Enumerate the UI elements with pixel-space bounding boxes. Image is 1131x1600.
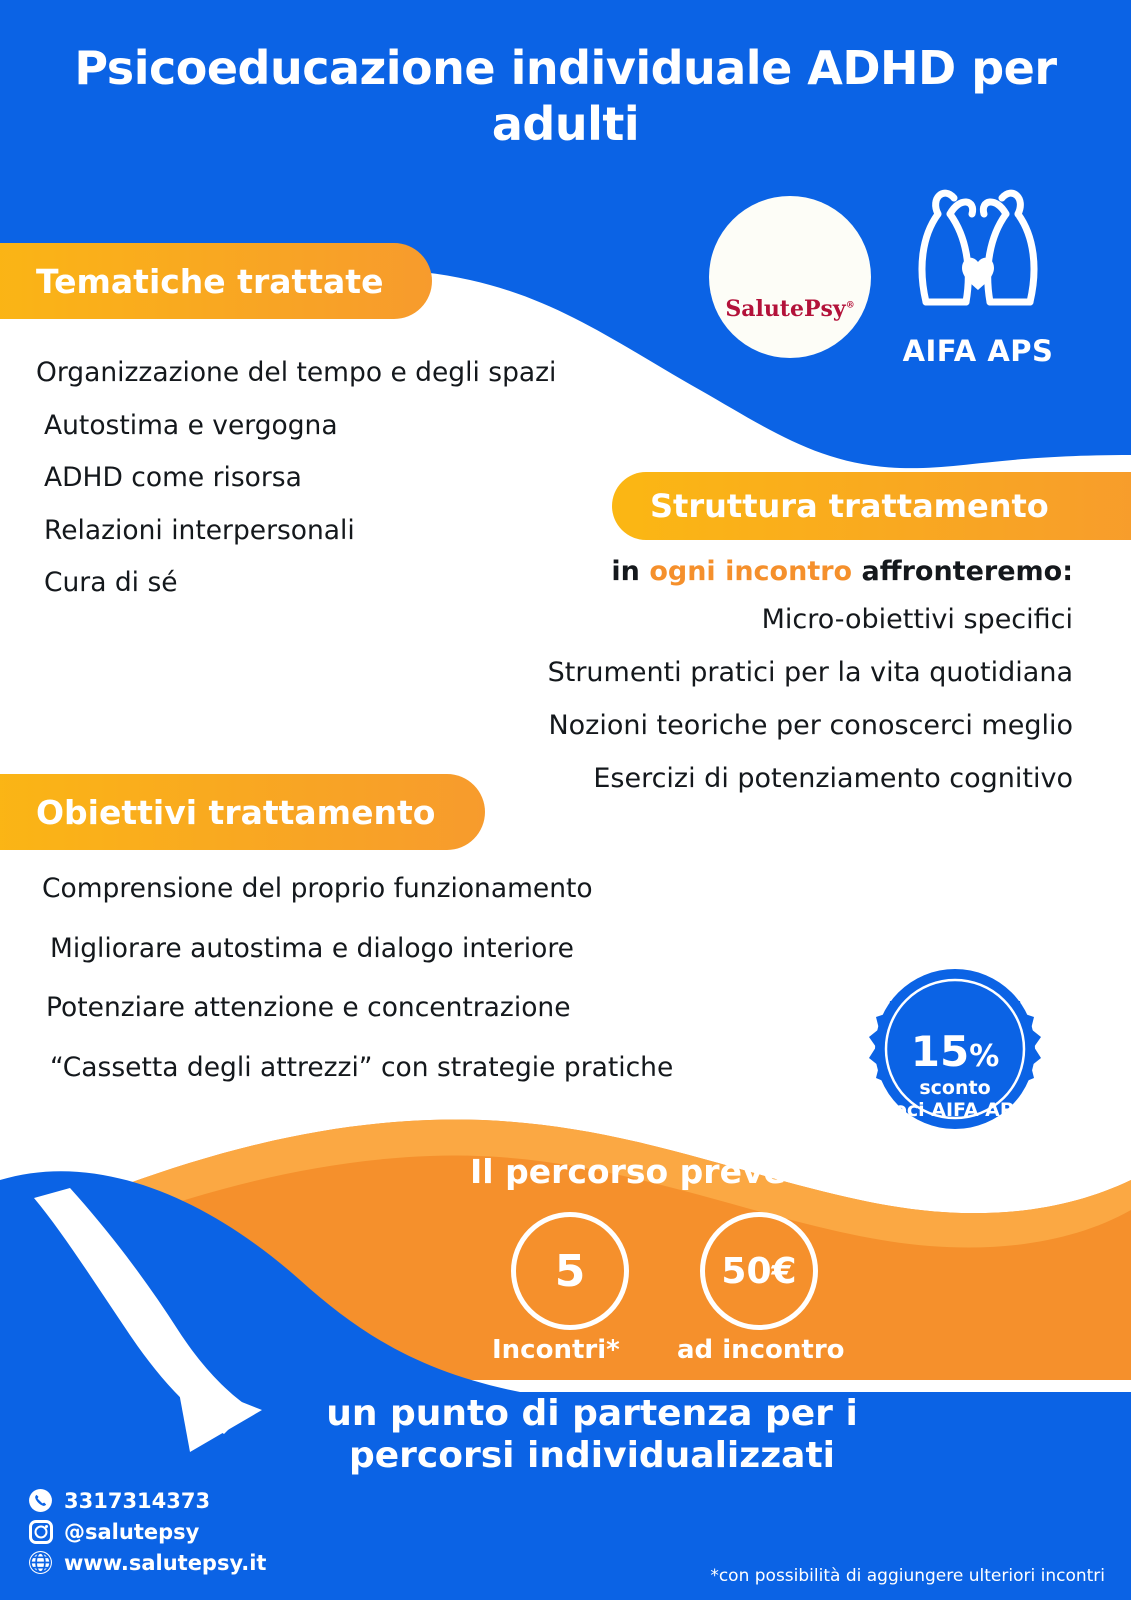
closing-statement: un punto di partenza per i percorsi individualizzati [326,1393,858,1477]
discount-badge [855,988,1055,1163]
meetings-count-circle [511,1212,629,1330]
list-item: Organizzazione del tempo e degli spazi [36,357,557,388]
struttura-lead-highlight: ogni incontro [649,556,853,587]
aifa-aps-label: AIFA APS [902,334,1054,368]
globe-icon [28,1550,53,1575]
list-item: Migliorare autostima e dialogo interiore [50,932,574,964]
list-item: Cura di sé [44,567,178,598]
struttura-lead [611,556,1073,587]
percorso-title: Il percorso prevede [470,1152,832,1191]
meetings-count-value: 5 [554,1245,586,1297]
struttura-lead-prefix: in [611,556,650,587]
list-item: Strumenti pratici per la vita quotidiana [547,657,1073,688]
meetings-label: Incontri* [492,1335,620,1365]
list-item: ADHD come risorsa [44,462,302,493]
phone-icon [28,1488,53,1513]
page-title: Psicoeducazione individuale ADHD per adulti [74,41,1057,152]
price-circle [700,1212,818,1330]
contact-website[interactable] [28,1547,266,1578]
list-item: Micro-obiettivi specifici [761,604,1073,635]
obiettivi-list [42,873,674,1083]
percent-sign: % [969,1038,1000,1074]
contact-website-text: www.salutepsy.it [64,1550,267,1575]
contact-instagram-text: @salutepsy [64,1519,200,1544]
contact-instagram[interactable] [28,1516,266,1547]
section-heading-struttura: Struttura trattamento [650,487,1049,525]
salutepsy-brand-text: SalutePsy [725,296,846,322]
footnote: *con possibilità di aggiungere ulteriori incontri [710,1566,1105,1586]
list-item: Potenziare attenzione e concentrazione [46,992,571,1023]
price-label: ad incontro [677,1335,845,1365]
instagram-icon [28,1519,53,1544]
struttura-lead-suffix: affronteremo: [852,556,1073,587]
price-value: 50€ [721,1250,797,1292]
list-item: Nozioni teoriche per conoscerci meglio [548,710,1073,741]
list-item: Esercizi di potenziamento cognitivo [593,763,1073,794]
list-item: Autostima e vergogna [44,409,338,441]
contact-phone[interactable] [28,1485,266,1516]
struttura-list [548,606,1073,792]
list-item: Relazioni interpersonali [44,514,355,546]
discount-percent-value: 15 [910,1026,970,1076]
contact-phone-text: 3317314373 [64,1488,211,1513]
section-heading-obiettivi: Obiettivi trattamento [36,792,436,832]
contacts [28,1485,266,1578]
salutepsy-logo [709,196,871,358]
aifa-aps-logo [895,188,1061,368]
section-heading-tematiche: Tematiche trattate [36,261,384,301]
list-item: “Cassetta degli attrezzi” con strategie pratiche [50,1051,674,1083]
list-item: Comprensione del proprio funzionamento [42,873,593,904]
discount-line-2: soci AIFA APS [882,1098,1028,1121]
registered-mark: ® [845,300,855,311]
tematiche-list [36,357,557,598]
discount-line-1: sconto [919,1076,991,1099]
